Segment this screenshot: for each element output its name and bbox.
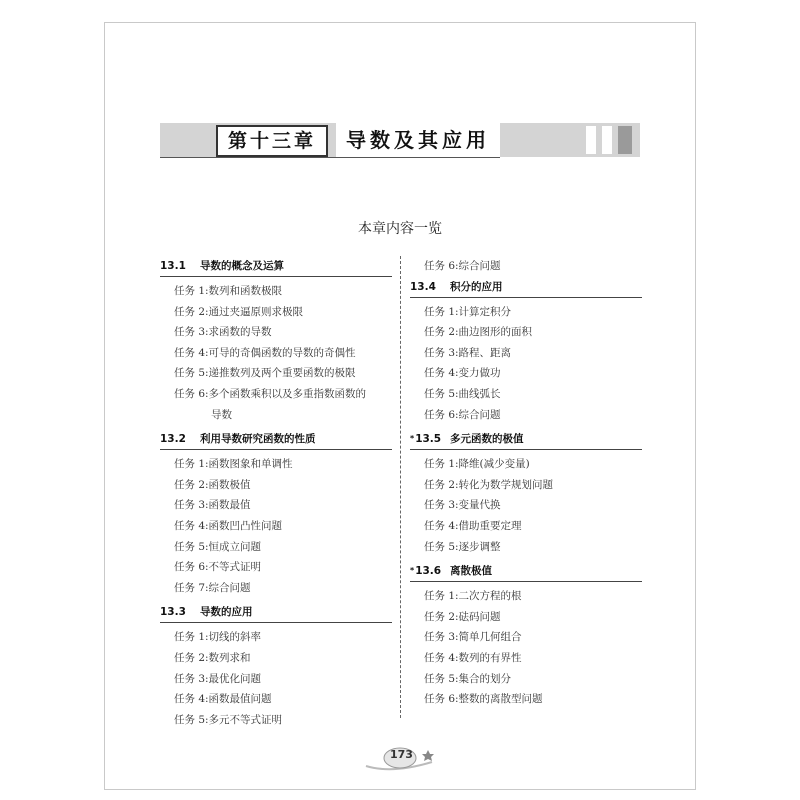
task-item[interactable]: 任务 3:函数最值 [174, 499, 251, 512]
task-item[interactable]: 任务 2:砝码问题 [424, 610, 501, 623]
section-number: 13.2 [160, 433, 186, 446]
optional-star-mark: * [410, 434, 415, 444]
section-number: 13.3 [160, 606, 186, 619]
task-item[interactable]: 任务 5:曲线弧长 [424, 387, 501, 400]
chapter-number: 第十三章 [216, 125, 328, 157]
task-item[interactable]: 任务 6:整数的离散型问题 [424, 693, 543, 706]
section-heading[interactable] [160, 602, 392, 623]
task-item[interactable]: 任务 3:简单几何组合 [424, 631, 522, 644]
section-heading[interactable] [410, 429, 642, 450]
task-item[interactable]: 任务 1:计算定积分 [424, 305, 512, 318]
section-number: 13.6 [415, 565, 442, 578]
page-number-badge [362, 746, 442, 770]
task-item[interactable]: 任务 4:函数最值问题 [174, 693, 272, 706]
toc-left-column [160, 256, 392, 730]
task-item[interactable]: 任务 3:变量代换 [424, 499, 501, 512]
task-item[interactable]: 任务 2:曲边图形的面积 [424, 326, 533, 339]
task-item[interactable]: 任务 1:降维(减少变量) [424, 458, 530, 471]
section-heading[interactable] [410, 561, 642, 582]
task-item-wrapped[interactable] [160, 384, 392, 425]
task-item[interactable]: 任务 5:逐步调整 [424, 540, 501, 553]
column-divider [400, 256, 401, 718]
task-item[interactable]: 任务 5:多元不等式证明 [174, 713, 283, 726]
banner-block [586, 126, 596, 154]
section-title: 离散极值 [450, 565, 492, 578]
banner-block-dark [618, 126, 632, 154]
task-item[interactable]: 任务 5:递推数列及两个重要函数的极限 [174, 367, 356, 380]
optional-star-mark: * [410, 566, 415, 576]
task-item[interactable]: 任务 2:函数极值 [174, 478, 251, 491]
task-item-line1: 任务 6:多个函数乘积以及多重指数函数的 [174, 387, 367, 400]
banner-block [602, 126, 612, 154]
chapter-banner [160, 123, 640, 157]
banner-decoration [586, 126, 632, 154]
task-item[interactable]: 任务 3:最优化问题 [174, 672, 262, 685]
chapter-title: 导数及其应用 [336, 123, 500, 157]
task-item[interactable]: 任务 6:综合问题 [424, 408, 501, 421]
section-number: 13.4 [410, 280, 436, 293]
section-number: 13.5 [415, 433, 442, 446]
page-number: 173 [390, 748, 413, 761]
task-item[interactable]: 任务 7:综合问题 [174, 581, 251, 594]
task-item[interactable]: 任务 1:二次方程的根 [424, 590, 522, 603]
task-item[interactable]: 任务 4:可导的奇偶函数的导数的奇偶性 [174, 346, 356, 359]
task-item[interactable]: 任务 2:通过夹逼原则求极限 [174, 305, 304, 318]
section-title: 多元函数的极值 [450, 433, 524, 446]
section-title: 积分的应用 [450, 280, 503, 293]
section-title: 利用导数研究函数的性质 [200, 433, 316, 446]
task-item[interactable]: 任务 4:函数凹凸性问题 [174, 519, 283, 532]
section-heading[interactable] [160, 429, 392, 450]
section-title: 导数的概念及运算 [200, 260, 284, 272]
banner-rule [160, 157, 500, 158]
task-item[interactable]: 任务 1:数列和函数极限 [174, 285, 283, 297]
section-heading[interactable] [410, 277, 642, 298]
task-item[interactable]: 任务 5:集合的划分 [424, 672, 512, 685]
task-item[interactable]: 任务 4:借助重要定理 [424, 519, 522, 532]
section-title: 导数的应用 [200, 606, 253, 619]
section-heading[interactable] [160, 256, 392, 277]
task-item[interactable]: 任务 3:求函数的导数 [174, 326, 272, 339]
overview-title: 本章内容一览 [358, 221, 442, 237]
section-number: 13.1 [160, 260, 186, 272]
task-item[interactable]: 任务 6:综合问题 [424, 260, 501, 272]
task-item[interactable]: 任务 2:转化为数学规划问题 [424, 478, 554, 491]
task-item[interactable]: 任务 5:恒成立问题 [174, 540, 262, 553]
task-item[interactable]: 任务 4:数列的有界性 [424, 651, 522, 664]
task-item[interactable]: 任务 4:变力做功 [424, 367, 501, 380]
task-item[interactable]: 任务 2:数列求和 [174, 651, 251, 664]
task-item[interactable]: 任务 3:路程、距离 [424, 346, 512, 359]
task-item[interactable]: 任务 1:切线的斜率 [174, 631, 262, 644]
task-item[interactable]: 任务 1:函数图象和单调性 [174, 458, 293, 471]
task-item-line2: 导数 [211, 408, 232, 421]
toc-right-column [410, 256, 642, 710]
task-item[interactable]: 任务 6:不等式证明 [174, 561, 262, 574]
